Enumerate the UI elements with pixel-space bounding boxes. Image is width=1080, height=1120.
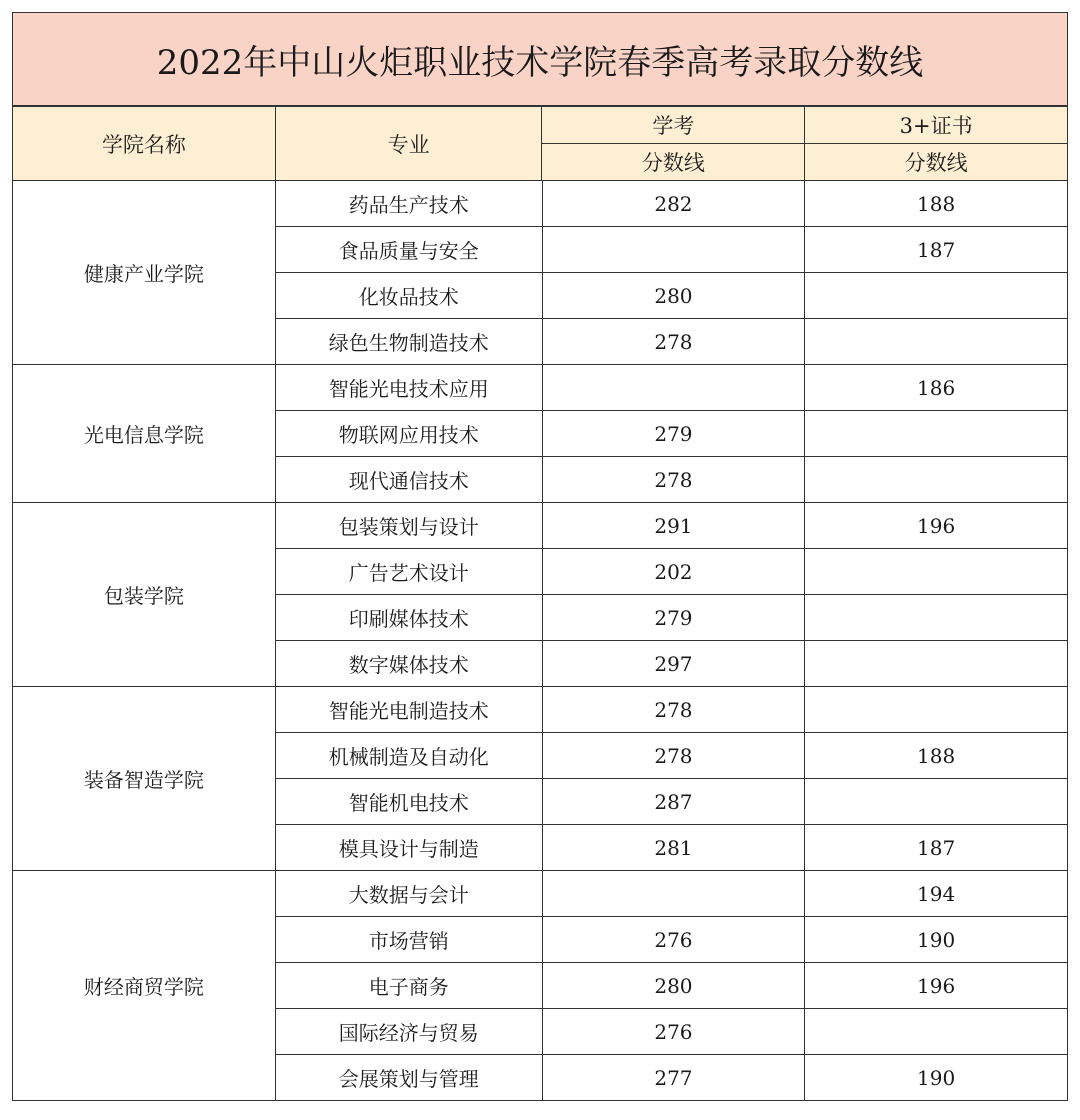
- table-header: [12, 106, 1068, 180]
- cert-score: 194: [805, 871, 1068, 917]
- header-cert: 3+证书: [805, 107, 1068, 144]
- cert-score: [805, 595, 1068, 641]
- table-row: [13, 503, 1068, 549]
- xuekao-score: 278: [542, 687, 805, 733]
- major-name: 智能光电制造技术: [275, 687, 542, 733]
- major-name: 会展策划与管理: [275, 1055, 542, 1101]
- xuekao-score: [542, 227, 805, 273]
- header-xuekao-score: 分数线: [542, 144, 805, 181]
- cert-score: [805, 549, 1068, 595]
- xuekao-score: 280: [542, 963, 805, 1009]
- score-table: [12, 180, 1068, 1101]
- table-row: [13, 687, 1068, 733]
- score-sheet: [12, 12, 1068, 1108]
- cert-score: 186: [805, 365, 1068, 411]
- college-name: 包装学院: [13, 503, 276, 687]
- major-name: 模具设计与制造: [275, 825, 542, 871]
- major-name: 智能机电技术: [275, 779, 542, 825]
- cert-score: 188: [805, 181, 1068, 227]
- xuekao-score: 278: [542, 733, 805, 779]
- xuekao-score: 297: [542, 641, 805, 687]
- xuekao-score: [542, 365, 805, 411]
- major-name: 广告艺术设计: [275, 549, 542, 595]
- major-name: 市场营销: [275, 917, 542, 963]
- xuekao-score: 278: [542, 319, 805, 365]
- major-name: 大数据与会计: [275, 871, 542, 917]
- cert-score: 190: [805, 917, 1068, 963]
- table-row: [13, 181, 1068, 227]
- table-body: [13, 181, 1068, 1101]
- header-major: 专业: [275, 107, 542, 181]
- major-name: 物联网应用技术: [275, 411, 542, 457]
- table-row: [13, 871, 1068, 917]
- major-name: 包装策划与设计: [275, 503, 542, 549]
- xuekao-score: 276: [542, 1009, 805, 1055]
- cert-score: 190: [805, 1055, 1068, 1101]
- xuekao-score: 279: [542, 595, 805, 641]
- xuekao-score: 276: [542, 917, 805, 963]
- cert-score: 187: [805, 227, 1068, 273]
- xuekao-score: 279: [542, 411, 805, 457]
- xuekao-score: 282: [542, 181, 805, 227]
- major-name: 智能光电技术应用: [275, 365, 542, 411]
- xuekao-score: 281: [542, 825, 805, 871]
- xuekao-score: 202: [542, 549, 805, 595]
- table-title: 2022年中山火炬职业技术学院春季高考录取分数线: [12, 12, 1068, 106]
- header-xuekao: 学考: [542, 107, 805, 144]
- xuekao-score: [542, 871, 805, 917]
- xuekao-score: 280: [542, 273, 805, 319]
- cert-score: [805, 779, 1068, 825]
- major-name: 国际经济与贸易: [275, 1009, 542, 1055]
- xuekao-score: 277: [542, 1055, 805, 1101]
- cert-score: 196: [805, 503, 1068, 549]
- cert-score: [805, 319, 1068, 365]
- college-name: 光电信息学院: [13, 365, 276, 503]
- college-name: 装备智造学院: [13, 687, 276, 871]
- major-name: 化妆品技术: [275, 273, 542, 319]
- major-name: 绿色生物制造技术: [275, 319, 542, 365]
- xuekao-score: 287: [542, 779, 805, 825]
- major-name: 现代通信技术: [275, 457, 542, 503]
- cert-score: [805, 273, 1068, 319]
- cert-score: [805, 411, 1068, 457]
- cert-score: 196: [805, 963, 1068, 1009]
- table-row: [13, 365, 1068, 411]
- xuekao-score: 291: [542, 503, 805, 549]
- major-name: 药品生产技术: [275, 181, 542, 227]
- college-name: 健康产业学院: [13, 181, 276, 365]
- header-cert-score: 分数线: [805, 144, 1068, 181]
- major-name: 食品质量与安全: [275, 227, 542, 273]
- cert-score: [805, 1009, 1068, 1055]
- major-name: 机械制造及自动化: [275, 733, 542, 779]
- cert-score: 188: [805, 733, 1068, 779]
- header-college: 学院名称: [13, 107, 276, 181]
- xuekao-score: 278: [542, 457, 805, 503]
- major-name: 数字媒体技术: [275, 641, 542, 687]
- cert-score: [805, 457, 1068, 503]
- cert-score: [805, 641, 1068, 687]
- major-name: 电子商务: [275, 963, 542, 1009]
- major-name: 印刷媒体技术: [275, 595, 542, 641]
- cert-score: [805, 687, 1068, 733]
- cert-score: 187: [805, 825, 1068, 871]
- college-name: 财经商贸学院: [13, 871, 276, 1101]
